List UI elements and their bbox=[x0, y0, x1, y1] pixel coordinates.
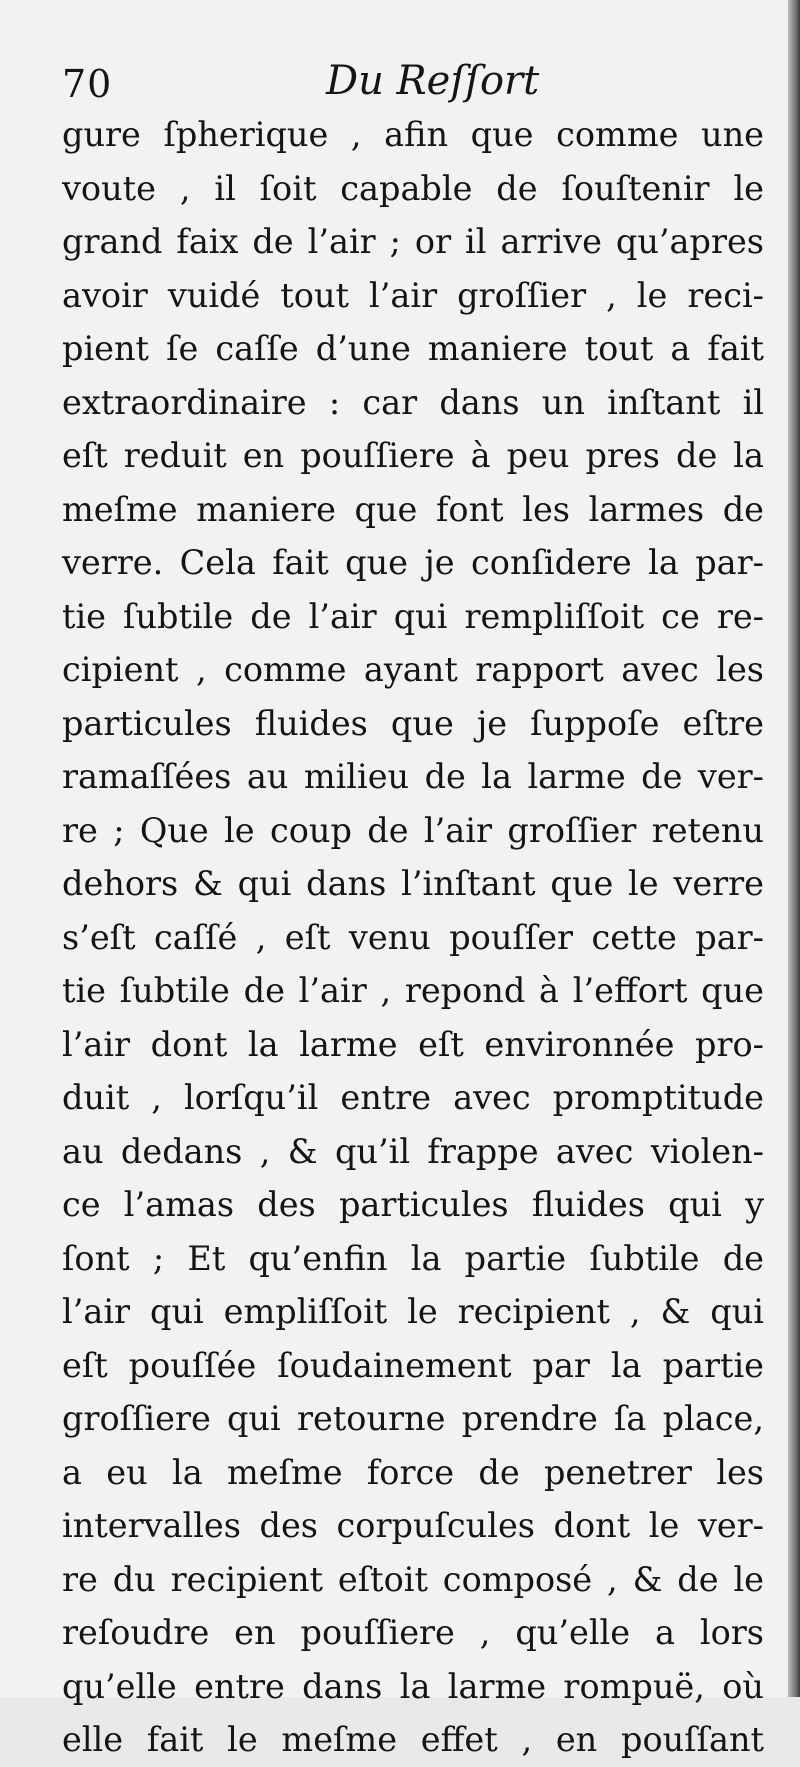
text-line: au dedans , & qu’il frappe avec violen- bbox=[62, 1131, 764, 1171]
text-line: reſoudre en pouſſiere , qu’elle a lors bbox=[62, 1613, 764, 1652]
text-line: a eu la meſme force de penetrer les bbox=[62, 1452, 764, 1492]
text-line: l’air qui empliſſoit le recipient , & qui bbox=[62, 1292, 764, 1331]
text-line: intervalles des corpuſcules dont le ver- bbox=[62, 1506, 764, 1545]
text-line: ramaſſées au milieu de la larme de ver- bbox=[62, 757, 764, 796]
text-line: grand faix de l’air ; or il arrive qu’apres bbox=[62, 222, 764, 261]
text-line: l’air dont la larme eſt environnée pro- bbox=[62, 1024, 764, 1064]
text-line: cipient , comme ayant rapport avec les bbox=[62, 650, 764, 689]
text-line: meſme maniere que font les larmes de bbox=[62, 489, 764, 529]
text-line: tie ſubtile de l’air , repond à l’effort que bbox=[62, 971, 764, 1010]
body-text bbox=[62, 108, 764, 1767]
text-line: particules fluides que je ſuppoſe eſtre bbox=[62, 703, 764, 743]
text-line: re du recipient eſtoit composé , & de le bbox=[62, 1559, 764, 1599]
text-line: ce l’amas des particules fluides qui y bbox=[62, 1185, 764, 1224]
page-number: 70 bbox=[62, 62, 113, 106]
text-line: dehors & qui dans l’inſtant que le verre bbox=[62, 864, 764, 903]
running-title: Du Reſſort bbox=[326, 58, 540, 104]
text-line: re ; Que le coup de l’air groſſier retenu bbox=[62, 810, 764, 850]
text-line: qu’elle entre dans la larme rompuë, où bbox=[62, 1666, 764, 1706]
text-line: verre. Cela fait que je conſidere la par- bbox=[62, 543, 764, 582]
text-line: pient ſe caſſe d’une maniere tout a fait bbox=[62, 329, 764, 368]
text-line: eſt pouſſée ſoudainement par la partie bbox=[62, 1345, 764, 1385]
text-line: s’eſt caſſé , eſt venu pouſſer cette par- bbox=[62, 917, 764, 957]
text-line: ſont ; Et qu’enfin la partie ſubtile de bbox=[62, 1238, 764, 1278]
text-line: tie ſubtile de l’air qui rempliſſoit ce re- bbox=[62, 596, 764, 636]
text-line: duit , lorſqu’il entre avec promptitude bbox=[62, 1078, 764, 1117]
text-line: extraordinaire : car dans un inſtant il bbox=[62, 382, 764, 422]
text-line: gure ſpherique , afin que comme une bbox=[62, 115, 764, 154]
text-line: voute , il ſoit capable de ſouſtenir le bbox=[62, 168, 764, 208]
text-line: avoir vuidé tout l’air groſſier , le reci- bbox=[62, 275, 764, 315]
page-header bbox=[62, 58, 762, 108]
text-line: groſſiere qui retourne prendre ſa place, bbox=[62, 1399, 764, 1438]
page-edge-shadow bbox=[788, 0, 800, 1697]
text-line: elle fait le meſme effet , en pouſſant bbox=[62, 1720, 764, 1759]
text-line: eſt reduit en pouſſiere à peu pres de la bbox=[62, 436, 764, 475]
